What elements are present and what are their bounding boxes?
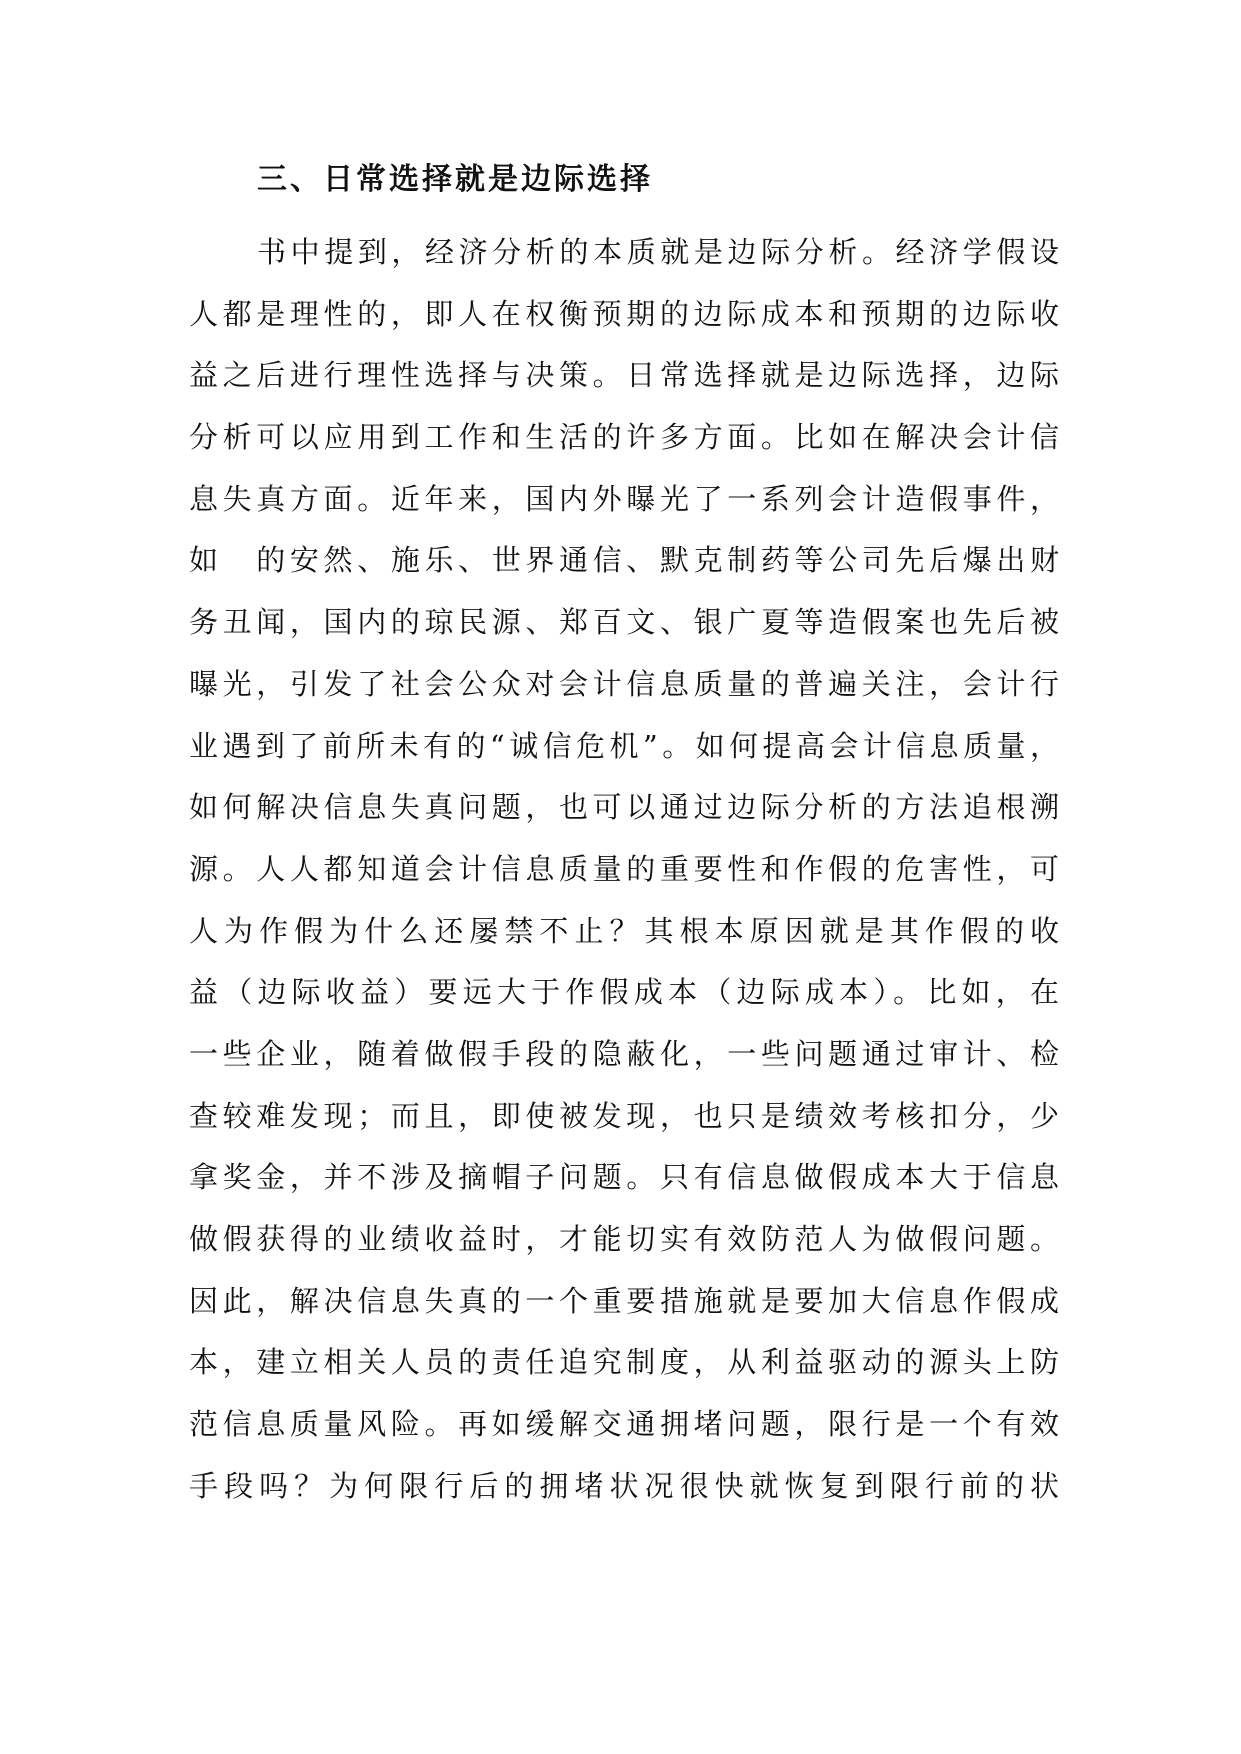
paragraph-line: 源。人人都知道会计信息质量的重要性和作假的危害性，可 [189, 851, 1059, 886]
paragraph-line: 业遇到了前所未有的“诚信危机”。如何提高会计信息质量， [189, 728, 1059, 763]
paragraph-line: 曝光，引发了社会公众对会计信息质量的普遍关注，会计行 [189, 666, 1059, 701]
paragraph-line: 本，建立相关人员的责任追究制度，从利益驱动的源头上防 [189, 1345, 1059, 1380]
section-heading: 三、日常选择就是边际选择 [257, 162, 653, 197]
paragraph-line: 范信息质量风险。再如缓解交通拥堵问题，限行是一个有效 [189, 1407, 1059, 1442]
paragraph-line: 书中提到，经济分析的本质就是边际分析。经济学假设 [257, 235, 1059, 269]
paragraph-line: 益（边际收益）要远大于作假成本（边际成本）。比如，在 [189, 975, 1059, 1010]
paragraph-line: 一些企业，随着做假手段的隐蔽化，一些问题通过审计、检 [189, 1036, 1059, 1071]
paragraph-line: 益之后进行理性选择与决策。日常选择就是边际选择，边际 [189, 358, 1059, 393]
paragraph-line: 分析可以应用到工作和生活的许多方面。比如在解决会计信 [189, 420, 1059, 455]
paragraph-line: 如 的安然、施乐、世界通信、默克制药等公司先后爆出财 [189, 543, 1059, 578]
body-paragraph [189, 222, 1059, 1517]
paragraph-line: 查较难发现；而且，即使被发现，也只是绩效考核扣分，少 [189, 1098, 1059, 1133]
paragraph-line: 人都是理性的，即人在权衡预期的边际成本和预期的边际收 [189, 296, 1059, 331]
paragraph-line: 手段吗？为何限行后的拥堵状况很快就恢复到限行前的状 [189, 1468, 1059, 1503]
paragraph-line: 人为作假为什么还屡禁不止？其根本原因就是其作假的收 [189, 913, 1059, 948]
paragraph-line: 做假获得的业绩收益时，才能切实有效防范人为做假问题。 [189, 1222, 1059, 1256]
paragraph-line: 因此，解决信息失真的一个重要措施就是要加大信息作假成 [189, 1283, 1059, 1318]
paragraph-line: 息失真方面。近年来，国内外曝光了一系列会计造假事件， [189, 481, 1059, 516]
paragraph-line: 拿奖金，并不涉及摘帽子问题。只有信息做假成本大于信息 [189, 1160, 1059, 1195]
paragraph-line: 如何解决信息失真问题，也可以通过边际分析的方法追根溯 [189, 790, 1059, 825]
paragraph-line: 务丑闻，国内的琼民源、郑百文、银广夏等造假案也先后被 [189, 605, 1059, 640]
